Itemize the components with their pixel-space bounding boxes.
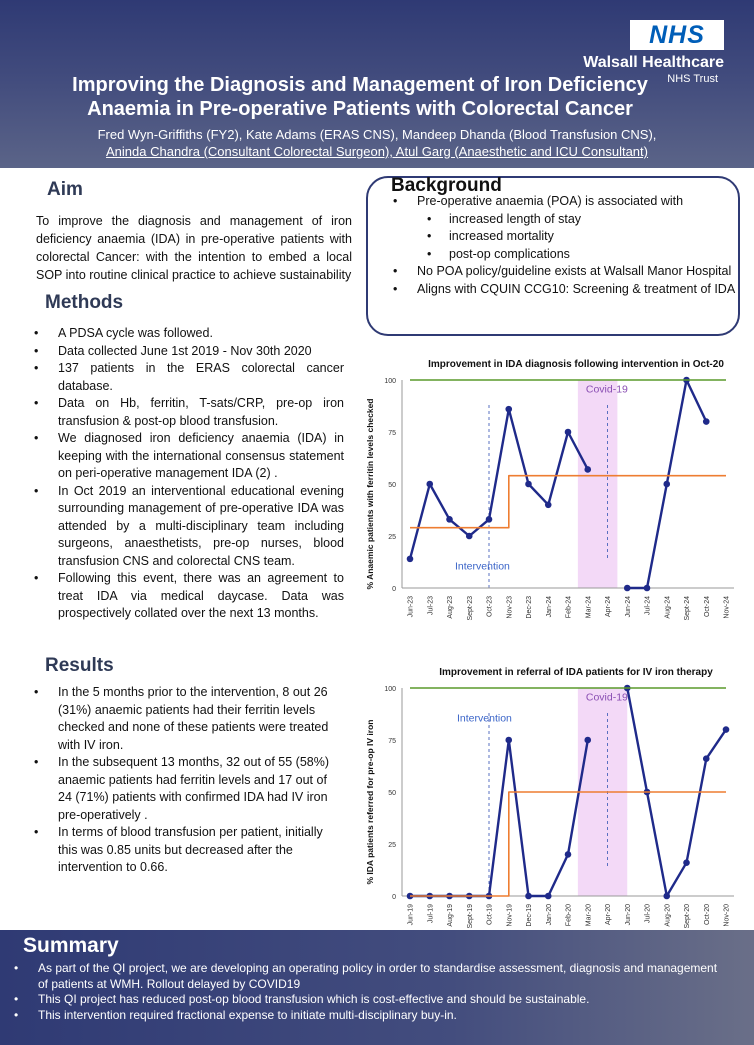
data-point — [525, 481, 532, 488]
data-point — [565, 429, 572, 436]
list-subitem: • increased mortality — [393, 228, 738, 246]
series-line-mean — [410, 792, 726, 896]
x-tick-label: Feb-24 — [565, 596, 573, 619]
x-tick-label: Apr-24 — [605, 596, 612, 618]
covid-label: Covid-19 — [585, 383, 628, 396]
chart-svg — [362, 660, 742, 930]
list-item: • Data collected June 1st 2019 - Nov 30th 2020 — [34, 343, 344, 361]
nhs-logo: NHS — [630, 20, 724, 50]
y-tick-label: 0 — [392, 894, 396, 901]
y-tick-label: 75 — [388, 430, 396, 437]
x-tick-label: Oct-24 — [703, 596, 711, 618]
list-item: • A PDSA cycle was followed. — [34, 325, 344, 343]
data-point — [545, 893, 552, 900]
list-item: • This intervention required fractional expense to initiate multi-disciplinary buy-in. — [14, 1008, 726, 1024]
trust-subtitle: NHS Trust — [667, 73, 718, 85]
x-tick-label: Jun-20 — [624, 904, 632, 926]
intervention-label: Intervention — [455, 560, 510, 573]
x-tick-label: Oct-19 — [486, 904, 494, 926]
list-item: • No POA policy/guideline exists at Walsall Manor Hospital — [393, 263, 738, 281]
x-tick-label: Nov-19 — [506, 904, 514, 927]
x-tick-label: Oct-20 — [703, 904, 711, 926]
x-tick-label: Dec-23 — [526, 596, 533, 619]
covid-period-band — [578, 380, 618, 588]
y-tick-label: 50 — [388, 482, 396, 489]
list-item: • In terms of blood transfusion per patient, initially this was 0.85 units but decreased after the intervention to 0.66. — [34, 824, 344, 877]
aim-text: To improve the diagnosis and management of iron deficiency anaemia (IDA) in pre-operative patients with colorectal Cancer: with the intention to embed a local SOP into routine clinical practice to achieve sustainability — [36, 214, 352, 282]
authors-line-1: Fred Wyn-Griffiths (FY2), Kate Adams (ERAS CNS), Mandeep Dhanda (Blood Transfusion CNS), — [97, 127, 657, 142]
x-tick-label: Mar-24 — [585, 596, 593, 619]
list-item: • We diagnosed iron deficiency anaemia (IDA) in keeping with the international consensus statement on peri-operative management IDA (2) . — [34, 430, 344, 483]
y-axis-title: % IDA patients referred for pre-op IV iron — [365, 719, 375, 885]
x-tick-label: Jun-23 — [407, 596, 415, 618]
y-axis-title: % Anaemic patients with ferritin levels checked — [365, 398, 375, 590]
results-heading: Results — [45, 655, 114, 676]
list-item: • In the subsequent 13 months, 32 out of 55 (58%) anaemic patients had ferritin levels and 17 out of 24 (71%) patients with confirmed IDA had IV iron pre-operatively . — [34, 754, 344, 824]
series-line-mean — [410, 476, 726, 528]
x-tick-label: Aug-23 — [447, 596, 454, 619]
covid-label: Covid-19 — [585, 691, 628, 704]
poster-title: Improving the Diagnosis and Management of Iron Deficiency Anaemia in Pre-operative Patients with Colorectal Cancer — [72, 74, 648, 120]
data-point — [545, 502, 552, 509]
list-item: • This QI project has reduced post-op blood transfusion which is cost-effective and should be sustainable. — [14, 992, 726, 1008]
x-tick-label: Jan-24 — [545, 596, 553, 618]
chart-ida-diagnosis — [362, 352, 742, 622]
data-point — [565, 851, 572, 858]
x-tick-label: Jun-24 — [624, 596, 632, 618]
x-tick-label: Jul-19 — [427, 904, 435, 924]
data-point — [407, 556, 414, 563]
data-point — [723, 726, 730, 733]
chart-title: Improvement in IDA diagnosis following intervention in Oct-20 — [428, 359, 724, 370]
y-tick-label: 25 — [388, 842, 396, 849]
y-tick-label: 25 — [388, 534, 396, 541]
list-subitem: • post-op complications — [393, 246, 738, 264]
aim-heading: Aim — [47, 179, 83, 200]
x-tick-label: Jul-20 — [644, 904, 652, 924]
series-line-data — [410, 409, 588, 559]
list-item: • In Oct 2019 an interventional educational evening surrounding management of pre-operative IDA was attended by a multi-disciplinary team including surgeons, anaesthetists, pre-op nurses, blood transfusion CNS and colorectal CNS team. — [34, 483, 344, 571]
x-tick-label: Jul-24 — [644, 596, 652, 616]
y-tick-label: 100 — [384, 378, 396, 385]
data-point — [584, 466, 591, 473]
chart-iv-iron-referral — [362, 660, 742, 930]
list-item: • Following this event, there was an agreement to treat IDA via medical daycase. Data was prospectively collated over the next 13 months. — [34, 570, 344, 623]
list-subitem: • increased length of stay — [393, 211, 738, 229]
data-point — [703, 755, 710, 762]
list-item: • 137 patients in the ERAS colorectal cancer database. — [34, 360, 344, 395]
x-tick-label: Jan-20 — [545, 904, 553, 926]
data-point — [525, 893, 532, 900]
data-point — [663, 481, 670, 488]
list-item: • Aligns with CQUIN CCG10: Screening & treatment of IDA — [393, 281, 738, 299]
authors — [40, 126, 714, 160]
results-list — [34, 684, 344, 877]
data-point — [446, 516, 453, 523]
summary-list — [14, 961, 726, 1023]
data-point — [683, 859, 690, 866]
list-item: • Pre-operative anaemia (POA) is associated with — [393, 193, 738, 211]
x-tick-label: Jul-23 — [427, 596, 435, 616]
y-tick-label: 50 — [388, 790, 396, 797]
list-item: • As part of the QI project, we are developing an operating policy in order to standardise assessment, diagnosis and management of patients at WMH. Rollout delayed by COVID19 — [14, 961, 726, 992]
summary-panel — [0, 930, 754, 1045]
x-tick-label: Nov-24 — [723, 596, 731, 619]
data-point — [624, 585, 631, 592]
x-tick-label: Jun-19 — [407, 904, 415, 926]
x-tick-label: Sept-20 — [684, 904, 691, 929]
x-tick-label: Feb-20 — [565, 904, 573, 927]
poster-header — [0, 0, 754, 168]
background-list — [393, 193, 738, 298]
trust-name: Walsall Healthcare — [583, 54, 724, 71]
x-tick-label: Sept-24 — [684, 596, 691, 621]
data-point — [505, 737, 512, 744]
methods-list — [34, 325, 344, 623]
data-point — [663, 893, 670, 900]
x-tick-label: Oct-23 — [486, 596, 494, 618]
x-tick-label: Nov-23 — [506, 596, 514, 619]
authors-line-2: Aninda Chandra (Consultant Colorectal Surgeon), Atul Garg (Anaesthetic and ICU Consultant) — [106, 144, 648, 159]
y-tick-label: 100 — [384, 686, 396, 693]
x-tick-label: Nov-20 — [723, 904, 731, 927]
list-item: • In the 5 months prior to the intervention, 8 out 26 (31%) anaemic patients had their ferritin levels checked and none of these patients were treated with IV iron. — [34, 684, 344, 754]
x-tick-label: Aug-19 — [447, 904, 454, 927]
data-point — [426, 481, 433, 488]
x-tick-label: Sept-19 — [466, 904, 474, 929]
summary-heading: Summary — [23, 934, 119, 957]
x-tick-label: Sept-23 — [466, 596, 474, 621]
data-point — [644, 585, 651, 592]
background-heading: Background — [391, 175, 502, 196]
x-tick-label: Apr-20 — [605, 904, 612, 926]
chart-svg — [362, 352, 742, 622]
methods-heading: Methods — [45, 292, 124, 313]
x-tick-label: Aug-24 — [664, 596, 672, 619]
series-line-data — [410, 740, 588, 896]
x-tick-label: Aug-20 — [664, 904, 672, 927]
x-tick-label: Mar-20 — [585, 904, 593, 927]
data-point — [486, 516, 493, 523]
data-point — [703, 418, 710, 425]
intervention-label: Intervention — [457, 712, 512, 725]
chart-title: Improvement in referral of IDA patients for IV iron therapy — [439, 667, 713, 678]
data-point — [466, 533, 473, 540]
data-point — [505, 406, 512, 413]
y-tick-label: 0 — [392, 586, 396, 593]
y-tick-label: 75 — [388, 738, 396, 745]
list-item: • Data on Hb, ferritin, T-sats/CRP, pre-op iron transfusion & post-op blood transfusion. — [34, 395, 344, 430]
x-tick-label: Dec-19 — [526, 904, 533, 927]
data-point — [584, 737, 591, 744]
